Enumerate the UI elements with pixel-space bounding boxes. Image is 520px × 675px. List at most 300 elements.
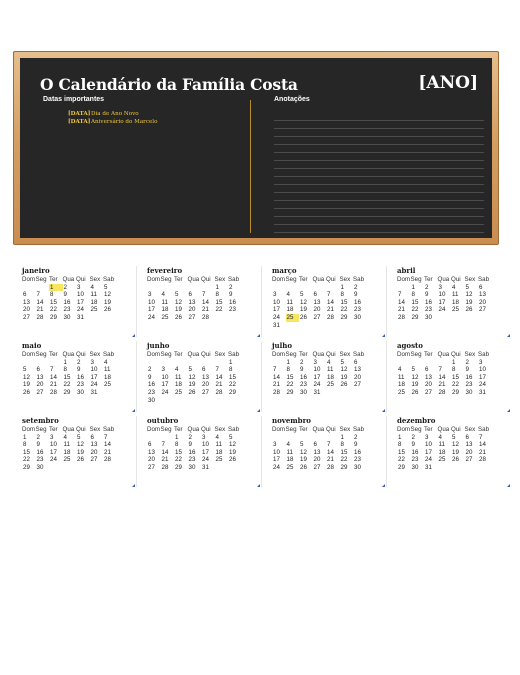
day-cell[interactable]: 21 (479, 448, 486, 456)
day-cell[interactable]: 16 (63, 298, 71, 306)
day-cell[interactable]: 23 (63, 306, 71, 314)
day-cell[interactable]: 10 (202, 441, 209, 449)
day-cell[interactable]: 28 (50, 388, 57, 396)
day-cell[interactable]: 29 (286, 388, 294, 396)
day-cell[interactable]: 28 (398, 313, 405, 321)
day-cell[interactable]: 25 (90, 306, 98, 314)
day-cell[interactable]: 28 (215, 388, 223, 396)
day-cell[interactable]: 24 (273, 463, 280, 471)
day-cell[interactable]: 10 (438, 291, 446, 299)
day-cell[interactable]: 8 (286, 366, 290, 374)
day-cell[interactable]: 23 (188, 456, 196, 464)
day-cell[interactable]: 11 (452, 291, 459, 299)
day-cell[interactable]: 28 (36, 313, 44, 321)
day-cell[interactable]: 24 (202, 456, 209, 464)
day-cell[interactable]: 7 (202, 291, 206, 299)
day-cell[interactable]: 15 (50, 298, 57, 306)
day-cell[interactable]: 11 (286, 448, 293, 456)
day-cell[interactable]: 5 (300, 441, 304, 449)
day-cell[interactable]: 6 (313, 441, 317, 449)
day-cell[interactable]: 18 (286, 456, 294, 464)
day-cell[interactable]: 25 (438, 456, 446, 464)
day-cell[interactable]: 30 (411, 463, 419, 471)
day-cell[interactable]: 22 (340, 306, 348, 314)
day-cell[interactable]: 25 (327, 381, 334, 389)
day-cell[interactable]: 1 (215, 283, 219, 291)
day-cell[interactable]: 23 (465, 381, 473, 389)
day-cell[interactable]: 29 (175, 463, 182, 471)
day-cell[interactable]: 14 (161, 448, 169, 456)
day-cell[interactable]: 10 (90, 366, 98, 374)
day-cell[interactable]: 29 (398, 463, 405, 471)
day-cell[interactable]: 15 (452, 373, 459, 381)
day-cell[interactable]: 2 (425, 283, 429, 291)
day-cell[interactable]: 7 (479, 433, 483, 441)
day-cell[interactable]: 19 (229, 448, 236, 456)
day-cell[interactable]: 17 (438, 298, 446, 306)
day-cell[interactable]: 29 (340, 463, 348, 471)
day-cell[interactable]: 9 (188, 441, 192, 449)
day-cell[interactable]: 3 (77, 283, 81, 291)
day-cell[interactable]: 23 (354, 306, 361, 314)
day-cell[interactable]: 12 (229, 441, 236, 449)
day-cell[interactable]: 6 (313, 291, 317, 299)
day-cell[interactable]: 20 (425, 381, 432, 389)
day-cell[interactable]: 4 (161, 291, 165, 299)
day-cell[interactable]: 8 (411, 291, 415, 299)
day-cell[interactable]: 1 (49, 284, 63, 292)
day-cell[interactable]: 25 (161, 313, 169, 321)
day-cell[interactable]: 13 (313, 298, 321, 306)
day-cell[interactable]: 29 (50, 313, 57, 321)
day-cell[interactable]: 21 (273, 381, 280, 389)
day-cell[interactable]: 15 (23, 448, 30, 456)
day-cell[interactable]: 24 (479, 381, 486, 389)
day-cell[interactable]: 31 (313, 388, 321, 396)
day-cell[interactable]: 23 (300, 381, 307, 389)
day-cell[interactable]: 5 (188, 366, 192, 374)
day-cell[interactable]: 15 (229, 373, 236, 381)
day-cell[interactable]: 17 (273, 456, 280, 464)
day-cell[interactable]: 10 (273, 298, 280, 306)
day-cell[interactable]: 11 (90, 291, 97, 299)
day-cell[interactable]: 6 (148, 441, 152, 449)
day-cell[interactable]: 29 (229, 388, 236, 396)
day-cell[interactable]: 3 (425, 433, 429, 441)
day-cell[interactable]: 7 (438, 366, 442, 374)
day-cell[interactable]: 7 (398, 291, 402, 299)
day-cell[interactable]: 30 (354, 463, 361, 471)
day-cell[interactable]: 21 (398, 306, 405, 314)
day-cell[interactable]: 28 (104, 456, 111, 464)
day-cell[interactable]: 22 (175, 456, 182, 464)
day-cell[interactable]: 12 (188, 373, 196, 381)
day-cell[interactable]: 13 (36, 373, 44, 381)
day-cell[interactable]: 27 (188, 313, 196, 321)
day-cell[interactable]: 14 (104, 441, 111, 449)
day-cell[interactable]: 30 (425, 313, 432, 321)
day-cell[interactable]: 8 (50, 291, 54, 299)
day-cell[interactable]: 26 (104, 306, 111, 314)
day-cell[interactable]: 26 (77, 456, 84, 464)
day-cell[interactable]: 16 (425, 298, 432, 306)
day-cell[interactable]: 19 (340, 373, 348, 381)
day-cell[interactable]: 14 (202, 298, 209, 306)
day-cell[interactable]: 14 (479, 441, 486, 449)
day-cell[interactable]: 8 (398, 441, 402, 449)
day-cell[interactable]: 10 (161, 373, 169, 381)
day-cell[interactable]: 21 (438, 381, 446, 389)
day-cell[interactable]: 30 (77, 388, 84, 396)
day-cell[interactable]: 23 (425, 306, 432, 314)
day-cell[interactable]: 27 (202, 388, 209, 396)
day-cell[interactable]: 3 (438, 283, 442, 291)
day-cell[interactable]: 2 (77, 358, 81, 366)
day-cell[interactable]: 19 (300, 306, 307, 314)
day-cell[interactable]: 26 (300, 463, 307, 471)
day-cell[interactable]: 22 (50, 306, 57, 314)
day-cell[interactable]: 18 (327, 373, 334, 381)
day-cell[interactable]: 8 (23, 441, 27, 449)
day-cell[interactable]: 9 (229, 291, 233, 299)
day-cell[interactable]: 14 (327, 298, 334, 306)
day-cell[interactable]: 16 (300, 373, 307, 381)
day-cell[interactable]: 20 (23, 306, 30, 314)
day-cell[interactable]: 24 (161, 388, 169, 396)
day-cell[interactable]: 24 (313, 381, 321, 389)
day-cell[interactable]: 8 (63, 366, 67, 374)
day-cell[interactable]: 6 (90, 433, 94, 441)
day-cell[interactable]: 9 (425, 291, 429, 299)
day-cell[interactable]: 31 (425, 463, 432, 471)
day-cell[interactable]: 24 (438, 306, 446, 314)
day-cell[interactable]: 11 (327, 366, 334, 374)
day-cell[interactable]: 13 (90, 441, 98, 449)
day-cell[interactable]: 21 (215, 381, 223, 389)
day-cell[interactable]: 5 (300, 291, 304, 299)
day-cell[interactable]: 14 (50, 373, 57, 381)
day-cell[interactable]: 27 (425, 388, 432, 396)
day-cell[interactable]: 6 (354, 358, 358, 366)
day-cell[interactable]: 4 (215, 433, 219, 441)
day-cell[interactable]: 4 (438, 433, 442, 441)
day-cell[interactable]: 25 (175, 388, 182, 396)
day-cell[interactable]: 19 (452, 448, 459, 456)
day-cell[interactable]: 24 (425, 456, 432, 464)
day-cell[interactable]: 16 (354, 298, 361, 306)
day-cell[interactable]: 1 (340, 283, 344, 291)
day-cell[interactable]: 30 (148, 396, 155, 404)
day-cell[interactable]: 18 (452, 298, 459, 306)
day-cell[interactable]: 30 (188, 463, 196, 471)
day-cell[interactable]: 15 (63, 373, 71, 381)
day-cell[interactable]: 20 (354, 373, 361, 381)
day-cell[interactable]: 11 (63, 441, 70, 449)
day-cell[interactable]: 22 (215, 306, 223, 314)
day-cell[interactable]: 1 (340, 433, 344, 441)
day-cell[interactable]: 29 (452, 388, 459, 396)
day-cell[interactable]: 2 (36, 433, 40, 441)
day-cell[interactable]: 8 (340, 291, 344, 299)
day-cell[interactable]: 4 (452, 283, 456, 291)
day-cell[interactable]: 6 (36, 366, 40, 374)
day-cell[interactable]: 11 (438, 441, 445, 449)
day-cell[interactable]: 2 (354, 433, 358, 441)
day-cell[interactable]: 26 (300, 313, 307, 321)
day-cell[interactable]: 18 (175, 381, 182, 389)
day-cell[interactable]: 15 (411, 298, 419, 306)
day-cell[interactable]: 14 (215, 373, 223, 381)
day-cell[interactable]: 8 (215, 291, 219, 299)
day-cell[interactable]: 20 (479, 298, 486, 306)
day-cell[interactable]: 19 (300, 456, 307, 464)
day-cell[interactable]: 26 (188, 388, 196, 396)
day-cell[interactable]: 10 (148, 298, 155, 306)
day-cell[interactable]: 16 (411, 448, 419, 456)
day-cell[interactable]: 20 (148, 456, 155, 464)
day-cell[interactable]: 12 (175, 298, 182, 306)
day-cell[interactable]: 19 (411, 381, 419, 389)
day-cell[interactable]: 9 (411, 441, 415, 449)
day-cell[interactable]: 9 (36, 441, 40, 449)
day-cell[interactable]: 27 (313, 313, 321, 321)
day-cell[interactable]: 12 (465, 291, 473, 299)
day-cell[interactable]: 2 (411, 433, 415, 441)
day-cell[interactable]: 2 (148, 366, 152, 374)
day-cell[interactable]: 22 (23, 456, 30, 464)
day-cell[interactable]: 31 (77, 313, 84, 321)
day-cell[interactable]: 13 (202, 373, 209, 381)
day-cell[interactable]: 2 (354, 283, 358, 291)
day-cell[interactable]: 13 (425, 373, 432, 381)
day-cell[interactable]: 11 (175, 373, 182, 381)
day-cell[interactable]: 17 (90, 373, 98, 381)
day-cell[interactable]: 13 (148, 448, 155, 456)
day-cell[interactable]: 19 (465, 298, 473, 306)
day-cell[interactable]: 23 (354, 456, 361, 464)
day-cell[interactable]: 5 (104, 283, 108, 291)
day-cell[interactable]: 3 (50, 433, 54, 441)
day-cell[interactable]: 20 (36, 381, 44, 389)
day-cell[interactable]: 2 (188, 433, 192, 441)
day-cell[interactable]: 27 (148, 463, 155, 471)
day-cell[interactable]: 8 (452, 366, 456, 374)
day-cell[interactable]: 7 (215, 366, 219, 374)
day-cell[interactable]: 10 (479, 366, 486, 374)
day-cell[interactable]: 3 (273, 291, 277, 299)
day-cell[interactable]: 30 (465, 388, 473, 396)
day-cell[interactable]: 9 (63, 291, 67, 299)
day-cell[interactable]: 29 (63, 388, 71, 396)
notes-area[interactable] (274, 113, 484, 235)
day-cell[interactable]: 25 (63, 456, 71, 464)
day-cell[interactable]: 13 (465, 441, 473, 449)
day-cell[interactable]: 11 (104, 366, 111, 374)
day-cell[interactable]: 6 (465, 433, 469, 441)
day-cell[interactable]: 17 (77, 298, 84, 306)
day-cell[interactable]: 9 (354, 441, 358, 449)
day-cell[interactable]: 20 (313, 306, 321, 314)
day-cell[interactable]: 4 (175, 366, 179, 374)
day-cell[interactable]: 31 (479, 388, 486, 396)
day-cell[interactable]: 16 (229, 298, 236, 306)
day-cell[interactable]: 16 (77, 373, 84, 381)
day-cell[interactable]: 3 (90, 358, 94, 366)
day-cell[interactable]: 21 (202, 306, 209, 314)
day-cell[interactable]: 24 (148, 313, 155, 321)
day-cell[interactable]: 4 (286, 291, 290, 299)
day-cell[interactable]: 13 (188, 298, 196, 306)
day-cell[interactable]: 13 (354, 366, 361, 374)
day-cell[interactable]: 10 (425, 441, 432, 449)
day-cell[interactable]: 10 (273, 448, 280, 456)
day-cell[interactable]: 20 (188, 306, 196, 314)
day-cell[interactable]: 31 (273, 321, 280, 329)
day-cell[interactable]: 27 (36, 388, 44, 396)
day-cell[interactable]: 5 (77, 433, 81, 441)
day-cell[interactable]: 13 (479, 291, 486, 299)
day-cell[interactable]: 26 (452, 456, 459, 464)
day-cell[interactable]: 20 (465, 448, 473, 456)
day-cell[interactable]: 12 (340, 366, 348, 374)
day-cell[interactable]: 18 (215, 448, 223, 456)
day-cell[interactable]: 28 (202, 313, 209, 321)
day-cell[interactable]: 2 (465, 358, 469, 366)
day-cell[interactable]: 1 (175, 433, 179, 441)
day-cell[interactable]: 27 (354, 381, 361, 389)
day-cell[interactable]: 17 (202, 448, 209, 456)
day-cell[interactable]: 1 (23, 433, 27, 441)
day-cell[interactable]: 18 (161, 306, 169, 314)
day-cell[interactable]: 12 (104, 291, 111, 299)
day-cell[interactable]: 12 (77, 441, 84, 449)
day-cell[interactable]: 16 (465, 373, 473, 381)
day-cell[interactable]: 29 (411, 313, 419, 321)
day-cell[interactable]: 25 (104, 381, 111, 389)
day-cell[interactable]: 27 (479, 306, 486, 314)
day-cell[interactable]: 12 (300, 298, 307, 306)
day-cell[interactable]: 27 (465, 456, 473, 464)
day-cell[interactable]: 24 (273, 313, 280, 321)
day-cell[interactable]: 14 (398, 298, 405, 306)
day-cell[interactable]: 29 (340, 313, 348, 321)
day-cell[interactable]: 26 (229, 456, 236, 464)
day-cell[interactable]: 24 (77, 306, 84, 314)
day-cell[interactable]: 20 (90, 448, 98, 456)
day-cell[interactable]: 22 (411, 306, 419, 314)
day-cell[interactable]: 6 (23, 291, 27, 299)
day-cell[interactable]: 3 (161, 366, 165, 374)
day-cell[interactable]: 1 (286, 358, 290, 366)
day-cell[interactable]: 20 (202, 381, 209, 389)
day-cell[interactable]: 16 (188, 448, 196, 456)
day-cell[interactable]: 19 (23, 381, 30, 389)
day-cell[interactable]: 4 (286, 441, 290, 449)
day-cell[interactable]: 28 (161, 463, 169, 471)
day-cell[interactable]: 14 (327, 448, 334, 456)
day-cell[interactable]: 30 (36, 463, 44, 471)
day-cell[interactable]: 28 (273, 388, 280, 396)
day-cell[interactable]: 7 (36, 291, 40, 299)
day-cell[interactable]: 23 (411, 456, 419, 464)
day-cell[interactable]: 14 (438, 373, 446, 381)
day-cell[interactable]: 16 (148, 381, 155, 389)
day-cell[interactable]: 16 (354, 448, 361, 456)
day-cell[interactable]: 21 (104, 448, 111, 456)
day-cell[interactable]: 28 (327, 313, 334, 321)
day-cell[interactable]: 17 (479, 373, 486, 381)
day-cell[interactable]: 27 (90, 456, 98, 464)
day-cell[interactable]: 31 (90, 388, 98, 396)
day-cell[interactable]: 25 (452, 306, 459, 314)
day-cell[interactable]: 30 (63, 313, 71, 321)
day-cell[interactable]: 22 (452, 381, 459, 389)
day-cell[interactable]: 17 (313, 373, 321, 381)
day-cell[interactable]: 1 (411, 283, 415, 291)
day-cell[interactable]: 3 (479, 358, 483, 366)
day-cell[interactable]: 2 (300, 358, 304, 366)
day-cell[interactable]: 17 (148, 306, 155, 314)
day-cell[interactable]: 26 (340, 381, 348, 389)
day-cell[interactable]: 16 (36, 448, 44, 456)
day-cell[interactable]: 27 (313, 463, 321, 471)
day-cell[interactable]: 15 (286, 373, 294, 381)
day-cell[interactable]: 13 (23, 298, 30, 306)
day-cell[interactable]: 26 (175, 313, 182, 321)
day-cell[interactable]: 9 (300, 366, 304, 374)
day-cell[interactable]: 17 (425, 448, 432, 456)
day-cell[interactable]: 1 (398, 433, 402, 441)
day-cell[interactable]: 15 (340, 298, 348, 306)
day-cell[interactable]: 8 (229, 366, 233, 374)
day-cell[interactable]: 26 (23, 388, 30, 396)
day-cell[interactable]: 4 (90, 283, 94, 291)
day-cell[interactable]: 13 (313, 448, 321, 456)
day-cell[interactable]: 8 (340, 441, 344, 449)
day-cell[interactable]: 10 (77, 291, 84, 299)
day-cell[interactable]: 5 (340, 358, 344, 366)
day-cell[interactable]: 21 (36, 306, 44, 314)
day-cell[interactable]: 22 (63, 381, 71, 389)
day-cell[interactable]: 18 (286, 306, 294, 314)
day-cell[interactable]: 27 (23, 313, 30, 321)
day-cell[interactable]: 23 (229, 306, 236, 314)
day-cell[interactable]: 10 (313, 366, 321, 374)
day-cell[interactable]: 15 (215, 298, 223, 306)
day-cell[interactable]: 7 (327, 441, 331, 449)
day-cell[interactable]: 8 (175, 441, 179, 449)
day-cell[interactable]: 3 (313, 358, 317, 366)
day-cell[interactable]: 5 (465, 283, 469, 291)
day-cell[interactable]: 23 (36, 456, 44, 464)
day-cell[interactable]: 17 (50, 448, 57, 456)
day-cell[interactable]: 5 (452, 433, 456, 441)
day-cell[interactable]: 4 (63, 433, 67, 441)
day-cell[interactable]: 7 (161, 441, 165, 449)
day-cell[interactable]: 22 (398, 456, 405, 464)
day-cell[interactable]: 19 (104, 298, 111, 306)
day-cell[interactable]: 1 (63, 358, 67, 366)
day-cell[interactable]: 9 (77, 366, 81, 374)
day-cell[interactable]: 6 (479, 283, 483, 291)
day-cell[interactable]: 30 (300, 388, 307, 396)
day-cell[interactable]: 28 (479, 456, 486, 464)
day-cell[interactable]: 3 (148, 291, 152, 299)
day-cell[interactable]: 19 (188, 381, 196, 389)
day-cell[interactable]: 12 (23, 373, 30, 381)
day-cell[interactable]: 9 (148, 373, 152, 381)
day-cell[interactable]: 7 (104, 433, 108, 441)
